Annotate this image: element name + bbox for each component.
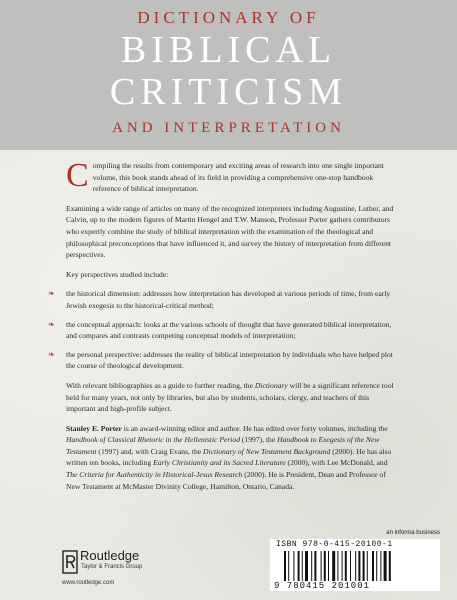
publisher-url: www.routledge.com xyxy=(62,580,115,586)
perspectives-intro: Key perspectives studied include: xyxy=(66,269,169,279)
author-name: Stanley E. Porter xyxy=(66,423,122,433)
isbn-text: ISBN 978-0-415-20100-1 xyxy=(276,540,393,549)
barcode-icon xyxy=(284,551,426,581)
author-bio: Stanley E. Porter is an award-winning editor and author. He has edited over forty volumes, including the Handbook of Classical Rhetoric in the Hellenistic Period (1997), the Handbook to Exegesis of the New Testament (1997) and, with Craig Evans, the Dictionary of New Testament Background (2000). He has also written ten books, including Early Christianity and its Sacred Literature (2000), with Lee McDonald, and The Criteria for Authenticity in Historical-Jesus Research (2000). He is President, Dean and Professor of New Testament at McMaster Divinity College, Hamilton, Ontario, Canada. xyxy=(66,423,392,491)
cover-header xyxy=(0,0,457,150)
barcode-block xyxy=(270,530,440,592)
drop-cap: C xyxy=(66,157,89,194)
perspectives-list xyxy=(48,288,396,372)
title-top-line: DICTIONARY OF xyxy=(137,8,320,27)
list-item: ❧ the personal perspective: addresses the reality of biblical interpretation by individuals who have helped plot the course of theological development. xyxy=(48,349,393,371)
list-item: ❧ the conceptual approach: looks at the various schools of thought that have generated biblical interpretation, and compares and contrasts competing conceptual models of interpretation; xyxy=(48,319,392,341)
publisher-subtitle: Taylor & Francis Group xyxy=(81,564,143,570)
back-cover-text xyxy=(48,157,396,500)
routledge-logo-icon xyxy=(62,550,78,574)
title-bottom-line: AND INTERPRETATION xyxy=(112,120,345,136)
informa-label: an informa business xyxy=(386,530,440,536)
fleuron-bullet-icon: ❧ xyxy=(48,349,55,359)
barcode-panel xyxy=(270,539,440,591)
list-item: ❧ the historical dimension: addresses how interpretation has developed at various periods of time, from early Jewish exegesis to the historical-critical method; xyxy=(48,289,391,310)
intro-text: ompiling the results from contemporary and exciting areas of research into one single important volume, this book stands ahead of its field in providing a comprehensive one-stop handbook reference of biblical interpretation. xyxy=(92,161,384,194)
title-criticism: CRITICISM xyxy=(109,71,348,113)
publisher-block xyxy=(62,548,202,590)
bibliography-paragraph: With relevant bibliographies as a guide to further reading, the Dictionary will be a significant reference tool held for many years, not only by libraries, but also by students, scholars, clergy, and teachers of this important and high-profile subject. xyxy=(66,380,394,414)
title-biblical: BIBLICAL xyxy=(120,29,337,71)
barcode-digits: 9 780415 201001 xyxy=(274,581,371,591)
publisher-name: Routledge xyxy=(80,548,140,563)
intro-paragraph xyxy=(66,157,396,195)
fleuron-bullet-icon: ❧ xyxy=(48,289,55,299)
overview-paragraph: Examining a wide range of articles on many of the recognized interpreters including Augustine, Luther, and Calvin, up to the modern figures of Martin Hengel and T.W. Manson, Professor Porter gathers contributors who expertly combine the study of biblical interpretation with the examination of the theological and philosophical preconceptions that have influenced it, and survey the history of interpretation from different perspectives. xyxy=(66,203,394,260)
fleuron-bullet-icon: ❧ xyxy=(48,319,55,329)
